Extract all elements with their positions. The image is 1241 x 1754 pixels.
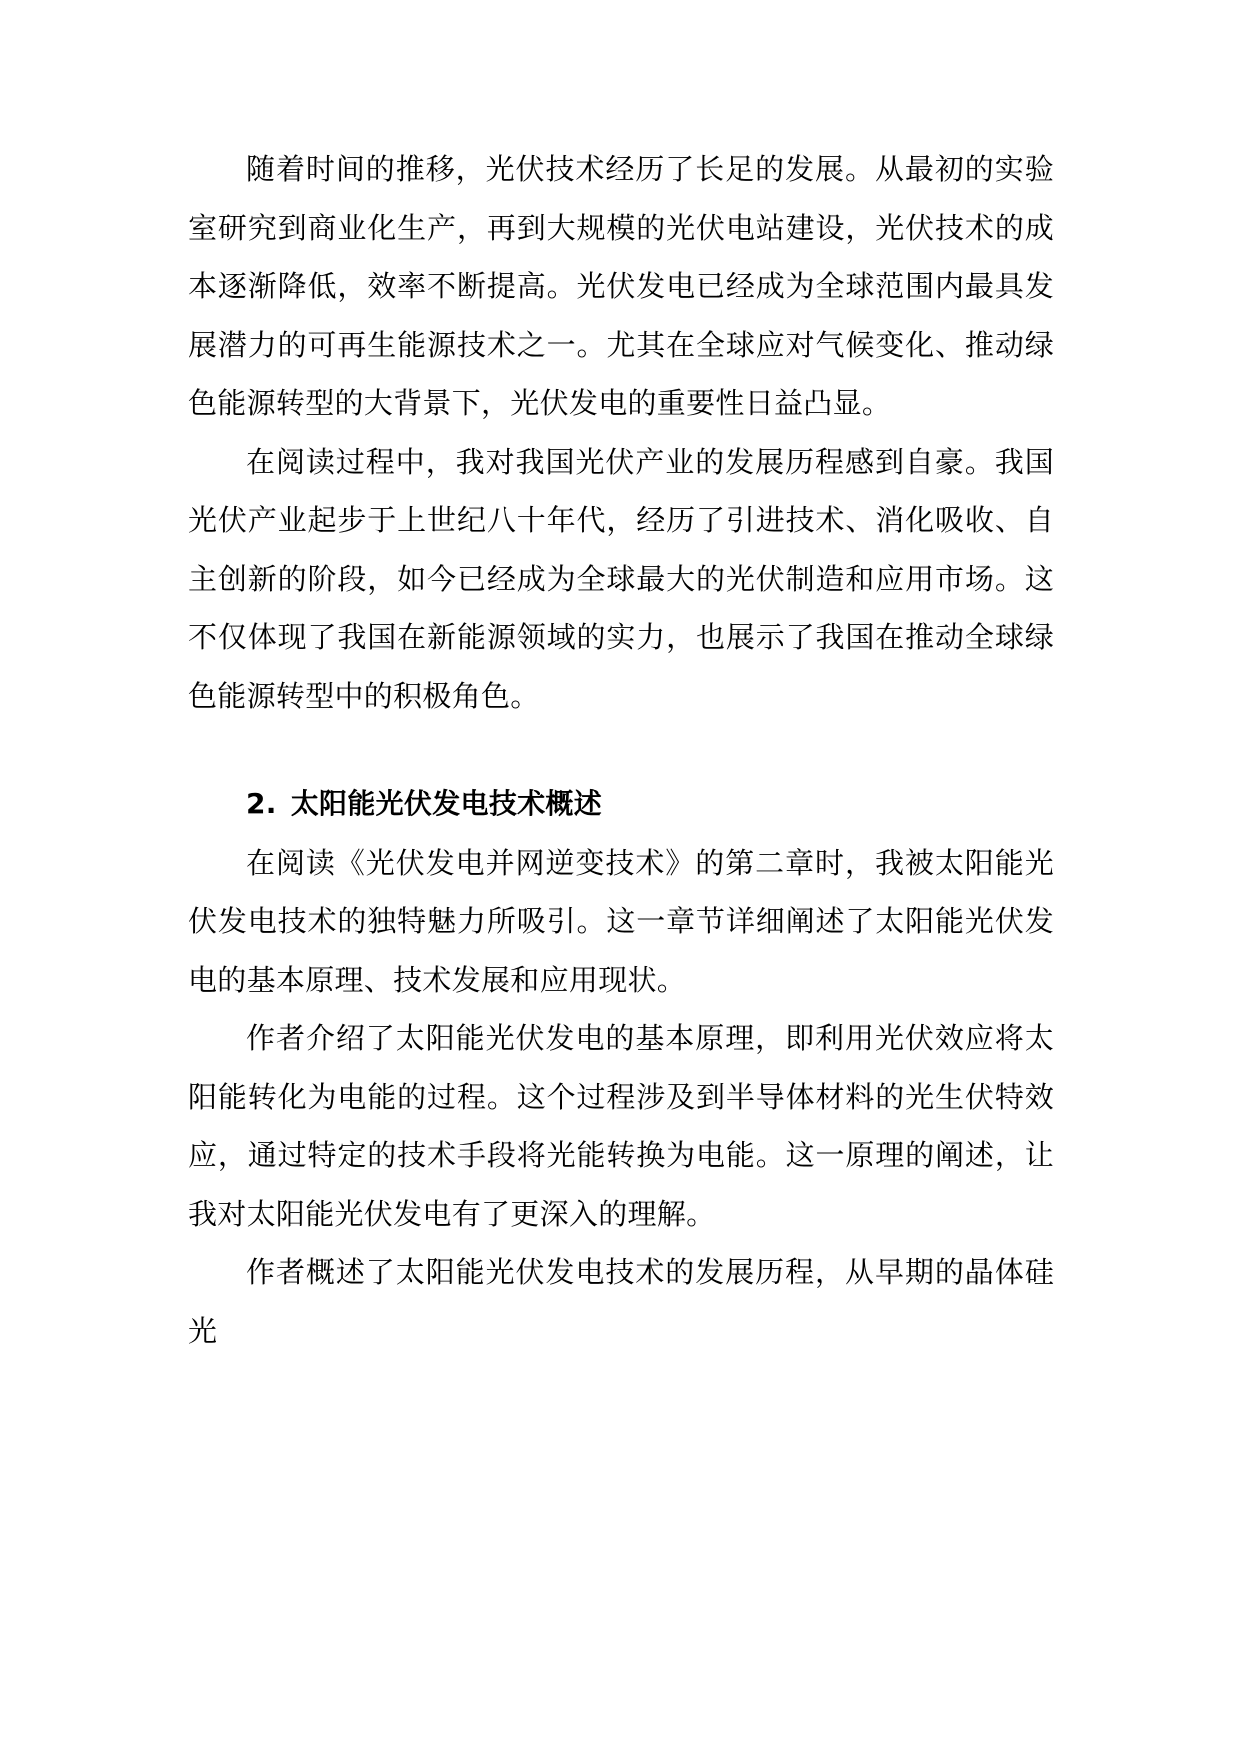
paragraph-chapter-two: 在阅读《光伏发电并网逆变技术》的第二章时，我被太阳能光伏发电技术的独特魅力所吸引。这一章节详细阐述了太阳能光伏发电的基本原理、技术发展和应用现状。 — [188, 845, 1054, 997]
section-heading — [188, 775, 1054, 834]
section-title: 太阳能光伏发电技术概述 — [290, 787, 603, 820]
document-body — [188, 140, 1054, 1360]
paragraph-pv-development: 随着时间的推移，光伏技术经历了长足的发展。从最初的实验室研究到商业化生产，再到大规模的光伏电站建设，光伏技术的成本逐渐降低，效率不断提高。光伏发电已经成为全球范围内最具发展潜力的可再生能源技术之一。尤其在全球应对气候变化、推动绿色能源转型的大背景下，光伏发电的重要性日益凸显。 — [188, 152, 1054, 420]
paragraph-development-history: 作者概述了太阳能光伏发电技术的发展历程，从早期的晶体硅光 — [188, 1255, 1054, 1348]
paragraph-basic-principle: 作者介绍了太阳能光伏发电的基本原理，即利用光伏效应将太阳能转化为电能的过程。这个过程涉及到半导体材料的光生伏特效应，通过特定的技术手段将光能转换为电能。这一原理的阐述，让我对太阳能光伏发电有了更深入的理解。 — [188, 1021, 1054, 1231]
section-number: 2. — [246, 787, 277, 820]
paragraph-china-pv-industry: 在阅读过程中，我对我国光伏产业的发展历程感到自豪。我国光伏产业起步于上世纪八十年代，经历了引进技术、消化吸收、自主创新的阶段，如今已经成为全球最大的光伏制造和应用市场。这不仅体现了我国在新能源领域的实力，也展示了我国在推动全球绿色能源转型中的积极角色。 — [188, 444, 1054, 713]
